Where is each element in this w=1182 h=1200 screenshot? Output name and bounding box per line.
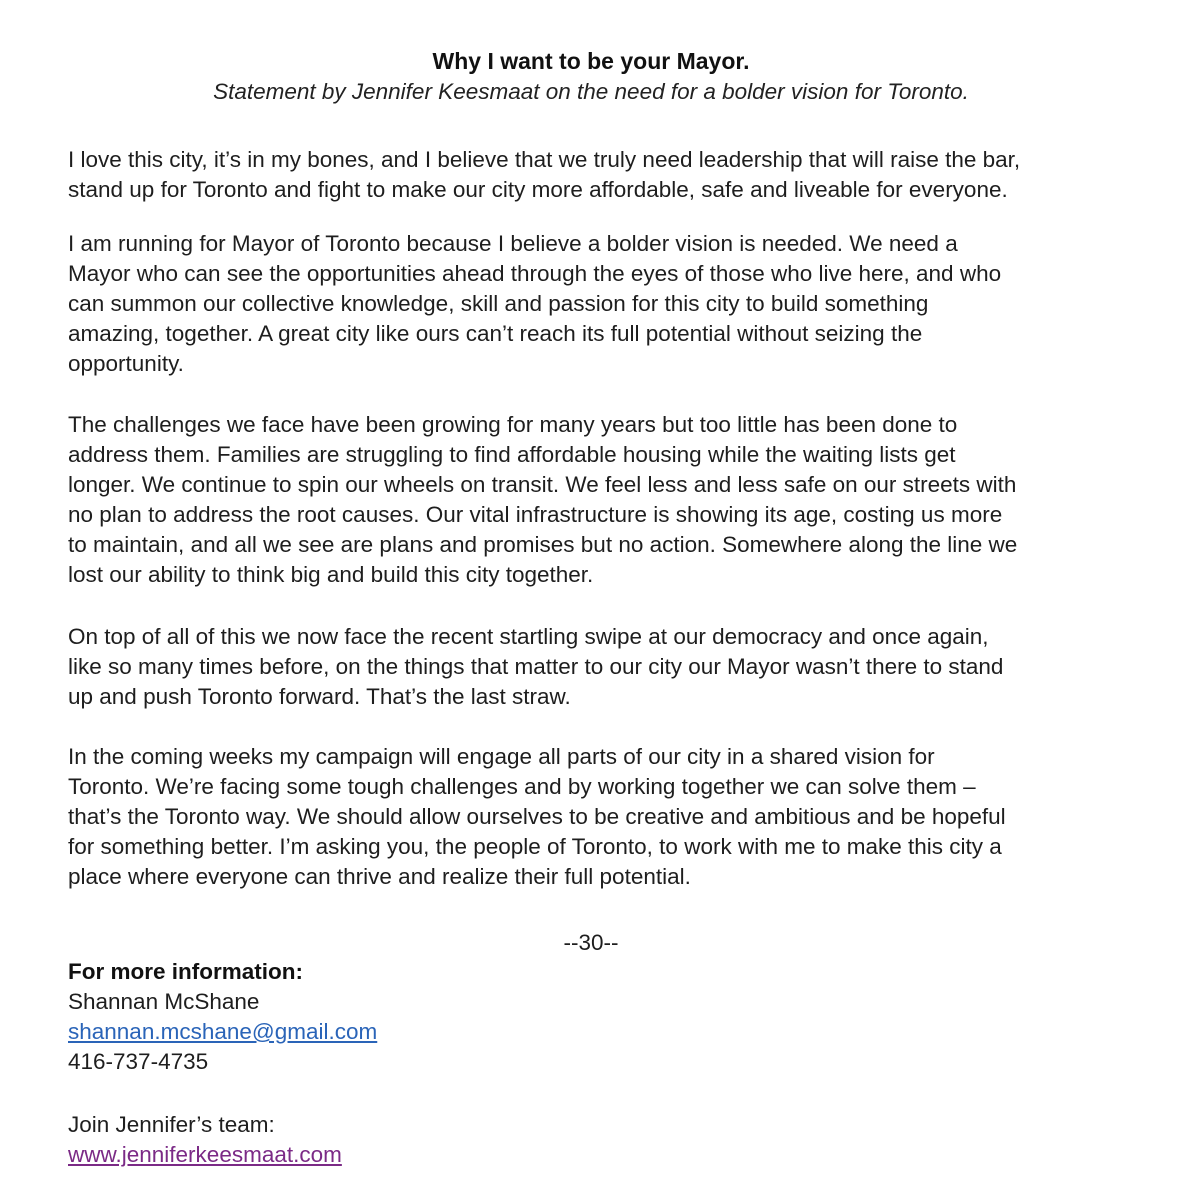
paragraph-line: for something better. I’m asking you, the people of Toronto, to work with me to make this city a: [68, 834, 1002, 859]
paragraph-line: The challenges we face have been growing for many years but too little has been done to: [68, 412, 958, 437]
paragraph-line: I love this city, it’s in my bones, and I believe that we truly need leadership that will raise the bar,: [68, 147, 1021, 172]
contact-block: [68, 957, 377, 1077]
statement-subtitle: Statement by Jennifer Keesmaat on the need for a bolder vision for Toronto.: [213, 79, 969, 104]
paragraph-line: On top of all of this we now face the recent startling swipe at our democracy and once again,: [68, 624, 989, 649]
paragraph-line: that’s the Toronto way. We should allow ourselves to be creative and ambitious and be hopeful: [68, 804, 1006, 829]
paragraph-line: amazing, together. A great city like ours can’t reach its full potential without seizing the: [68, 321, 923, 346]
paragraph-running-for-mayor: [68, 229, 1158, 379]
paragraph-line: like so many times before, on the things that matter to our city our Mayor wasn’t there to stand: [68, 654, 1004, 679]
paragraph-democracy: [68, 622, 1158, 712]
paragraph-line: lost our ability to think big and build this city together.: [68, 562, 594, 587]
paragraph-line: Toronto. We’re facing some tough challenges and by working together we can solve them –: [68, 774, 976, 799]
website-link[interactable]: www.jenniferkeesmaat.com: [68, 1142, 342, 1167]
paragraph-line: address them. Families are struggling to find affordable housing while the waiting lists get: [68, 442, 956, 467]
statement-title: Why I want to be your Mayor.: [432, 48, 750, 74]
contact-name: Shannan McShane: [68, 989, 260, 1014]
paragraph-love-city: [68, 145, 1158, 205]
paragraph-line: place where everyone can thrive and realize their full potential.: [68, 864, 691, 889]
paragraph-line: In the coming weeks my campaign will engage all parts of our city in a shared vision for: [68, 744, 935, 769]
paragraph-campaign: [68, 742, 1158, 892]
paragraph-line: longer. We continue to spin our wheels on transit. We feel less and less safe on our streets with: [68, 472, 1017, 497]
join-block: [68, 1110, 342, 1170]
join-label: Join Jennifer’s team:: [68, 1112, 275, 1137]
contact-phone: 416-737-4735: [68, 1049, 209, 1074]
paragraph-line: Mayor who can see the opportunities ahead through the eyes of those who live here, and who: [68, 261, 1002, 286]
paragraph-line: can summon our collective knowledge, skill and passion for this city to build something: [68, 291, 929, 316]
contact-heading: For more information:: [68, 959, 303, 984]
paragraph-challenges: [68, 410, 1158, 590]
paragraph-line: I am running for Mayor of Toronto because I believe a bolder vision is needed. We need a: [68, 231, 958, 256]
paragraph-line: opportunity.: [68, 351, 184, 376]
contact-email-link[interactable]: shannan.mcshane@gmail.com: [68, 1019, 378, 1044]
paragraph-line: no plan to address the root causes. Our vital infrastructure is showing its age, costing us more: [68, 502, 1003, 527]
paragraph-line: stand up for Toronto and fight to make our city more affordable, safe and liveable for everyone.: [68, 177, 1008, 202]
end-mark: --30--: [563, 930, 619, 955]
paragraph-line: up and push Toronto forward. That’s the last straw.: [68, 684, 571, 709]
paragraph-line: to maintain, and all we see are plans and promises but no action. Somewhere along the line we: [68, 532, 1018, 557]
